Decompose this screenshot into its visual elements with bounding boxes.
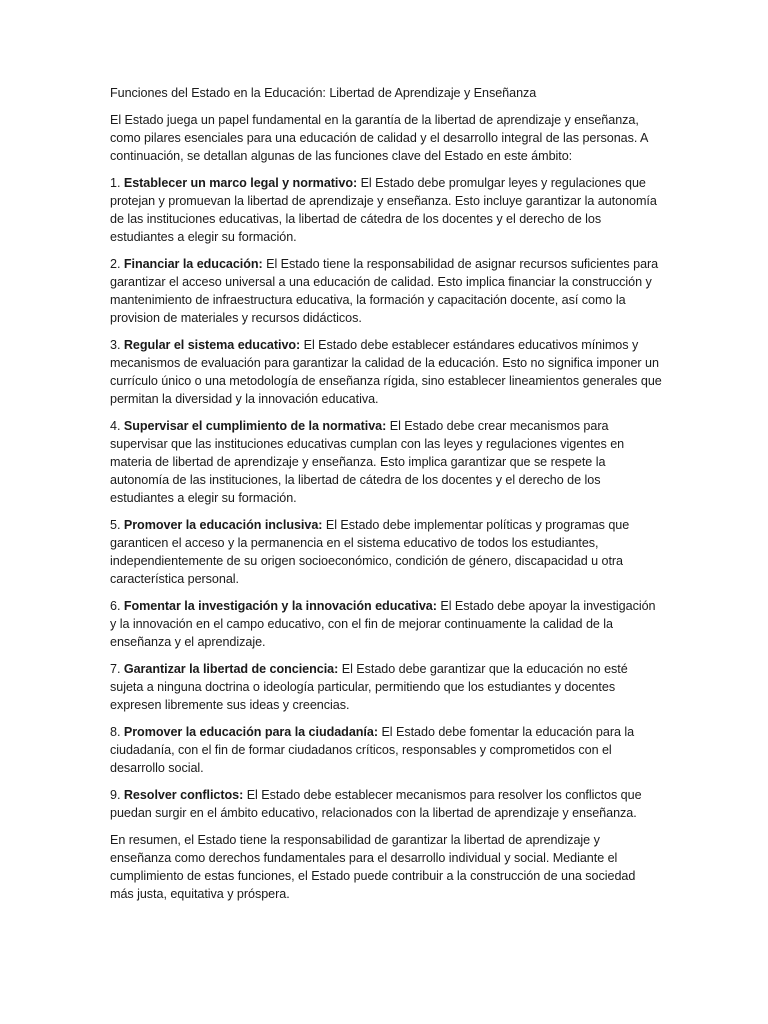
item-text: El Estado debe promulgar leyes y regulaciones que protejan y promuevan la libertad de aprendizaje y enseñanza. Esto incluye garantizar la autonomía de las instituciones educativas, la libertad de cátedra de los docentes y el derecho de los estudiantes a elegir su formación. bbox=[110, 176, 657, 244]
item-number: 2. bbox=[110, 257, 121, 271]
item-heading: Garantizar la libertad de conciencia: bbox=[123, 662, 339, 676]
list-item bbox=[110, 336, 662, 408]
item-text: El Estado tiene la responsabilidad de asignar recursos suficientes para garantizar el acceso universal a una educación de calidad. Esto implica financiar la construcción y mantenimiento de infraestructura educativa, la formación y capacitación docente, así como la provision de materiales y recursos didácticos. bbox=[110, 257, 659, 325]
list-item bbox=[110, 597, 662, 651]
item-number: 9. bbox=[110, 788, 121, 802]
item-heading: Promover la educación inclusiva: bbox=[123, 518, 323, 532]
item-number: 5. bbox=[110, 518, 121, 532]
item-heading: Fomentar la investigación y la innovación educativa: bbox=[123, 599, 437, 613]
item-heading: Establecer un marco legal y normativo: bbox=[123, 176, 358, 190]
item-text: El Estado debe crear mecanismos para supervisar que las instituciones educativas cumplan con las leyes y regulaciones vigentes en materia de libertad de aprendizaje y enseñanza. Esto implica garantizar que se respete la autonomía de las instituciones, la libertad de cátedra de los docentes y el derecho de los estudiantes a elegir su formación. bbox=[110, 419, 625, 505]
list-item bbox=[110, 786, 662, 822]
intro-paragraph: El Estado juega un papel fundamental en la garantía de la libertad de aprendizaje y enseñanza, como pilares esenciales para una educación de calidad y el desarrollo integral de las personas. A continuación, se detallan algunas de las funciones clave del Estado en este ámbito: bbox=[110, 113, 648, 163]
item-text: El Estado debe establecer estándares educativos mínimos y mecanismos de evaluación para garantizar la calidad de la educación. Esto no significa imponer un currículo único o una metodología de enseñanza rígida, sino establecer lineamientos generales que permitan la diversidad y la innovación educativa. bbox=[110, 338, 662, 406]
item-text: El Estado debe garantizar que la educación no esté sujeta a ninguna doctrina o ideología particular, permitiendo que los estudiantes y docentes expresen libremente sus ideas y creencias. bbox=[110, 662, 628, 712]
list-item bbox=[110, 660, 662, 714]
item-text: El Estado debe apoyar la investigación y la innovación en el campo educativo, con el fin de mejorar continuamente la calidad de la enseñanza y el aprendizaje. bbox=[110, 599, 656, 649]
list-item bbox=[110, 516, 662, 588]
item-number: 4. bbox=[110, 419, 121, 433]
list-item bbox=[110, 174, 662, 246]
list-item bbox=[110, 255, 662, 327]
item-text: El Estado debe implementar políticas y programas que garanticen el acceso y la permanencia en el sistema educativo de todos los estudiantes, independientemente de su origen socioeconómico, condición de género, discapacidad u otra característica personal. bbox=[110, 518, 630, 586]
document-title: Funciones del Estado en la Educación: Libertad de Aprendizaje y Enseñanza bbox=[110, 86, 537, 100]
list-item bbox=[110, 723, 662, 777]
item-heading: Financiar la educación: bbox=[123, 257, 263, 271]
item-heading: Regular el sistema educativo: bbox=[123, 338, 301, 352]
document-page bbox=[110, 84, 662, 912]
list-item bbox=[110, 417, 662, 507]
item-number: 8. bbox=[110, 725, 121, 739]
item-text: El Estado debe establecer mecanismos para resolver los conflictos que puedan surgir en el ámbito educativo, relacionados con la libertad de aprendizaje y enseñanza. bbox=[110, 788, 642, 820]
item-text: El Estado debe fomentar la educación para la ciudadanía, con el fin de formar ciudadanos críticos, responsables y comprometidos con el desarrollo social. bbox=[110, 725, 635, 775]
item-heading: Supervisar el cumplimiento de la normativa: bbox=[123, 419, 387, 433]
conclusion-paragraph: En resumen, el Estado tiene la responsabilidad de garantizar la libertad de aprendizaje y enseñanza como derechos fundamentales para el desarrollo individual y social. Mediante el cumplimiento de estas funciones, el Estado puede contribuir a la construcción de una sociedad más justa, equitativa y próspera. bbox=[110, 833, 636, 901]
item-number: 3. bbox=[110, 338, 121, 352]
item-heading: Resolver conflictos: bbox=[123, 788, 244, 802]
item-number: 1. bbox=[110, 176, 121, 190]
item-heading: Promover la educación para la ciudadanía: bbox=[123, 725, 378, 739]
item-number: 7. bbox=[110, 662, 121, 676]
item-number: 6. bbox=[110, 599, 121, 613]
